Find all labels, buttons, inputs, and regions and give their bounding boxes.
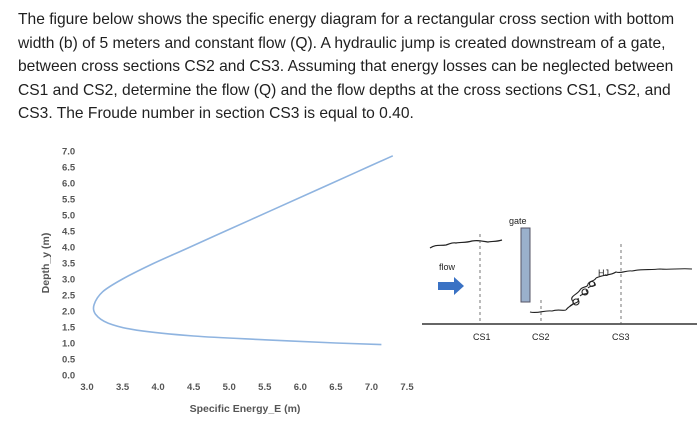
section-label-cs1: CS1: [473, 332, 491, 342]
y-tick-label: 3.5: [62, 258, 76, 270]
y-tick-label: 0.5: [62, 354, 76, 366]
x-tick-label: 6.0: [293, 382, 307, 393]
flow-arrow-icon: [438, 277, 464, 295]
supercritical-flow: [530, 310, 566, 313]
y-tick-label: 1.0: [62, 338, 76, 350]
y-tick-label: 4.5: [62, 226, 76, 238]
x-tick-label: 5.0: [222, 382, 236, 393]
x-tick-label: 3.5: [115, 382, 130, 393]
y-tick-label: 6.0: [62, 178, 76, 190]
x-axis-title: Specific Energy_E (m): [189, 403, 301, 415]
x-axis-ticks: [80, 382, 414, 393]
specific-energy-curve: [93, 156, 392, 345]
section-label-cs3: CS3: [612, 332, 630, 342]
hj-label: HJ: [598, 268, 609, 278]
x-tick-label: 7.5: [400, 382, 414, 393]
gate-icon: [521, 228, 530, 302]
y-tick-label: 6.5: [62, 162, 76, 174]
x-tick-label: 7.0: [364, 382, 379, 393]
x-tick-label: 6.5: [329, 382, 343, 393]
y-tick-label: 4.0: [62, 242, 76, 254]
y-tick-label: 1.5: [62, 322, 76, 334]
y-tick-label: 2.0: [62, 306, 76, 318]
x-tick-label: 4.5: [187, 382, 201, 393]
x-tick-label: 5.5: [258, 382, 272, 393]
x-tick-label: 3.0: [80, 382, 94, 393]
section-label-cs2: CS2: [532, 332, 550, 342]
flow-label: flow: [439, 262, 456, 272]
y-tick-label: 3.0: [62, 274, 76, 286]
channel-schematic: [420, 200, 699, 360]
specific-energy-chart: [0, 140, 420, 443]
y-tick-label: 5.0: [62, 210, 76, 222]
problem-statement: The figure below shows the specific energy diagram for a rectangular cross section with bottom width (b) of 5 meters and constant flow (Q). A hydraulic jump is created downstream of a gate, between cross sections CS2 and CS3. Assuming that energy losses can be neglected between CS1 and CS2, determine the flow (Q) and the flow depths at the cross sections CS1, CS2, and CS3. The Froude number in section CS3 is equal to 0.40.: [18, 11, 675, 123]
y-axis-title: Depth_y (m): [40, 232, 52, 294]
y-tick-label: 5.5: [62, 194, 76, 206]
x-tick-label: 4.0: [151, 382, 165, 393]
y-tick-label: 0.0: [62, 370, 76, 382]
y-tick-label: 2.5: [62, 290, 76, 302]
hydraulic-jump-icon: [566, 269, 692, 310]
gate-label: gate: [509, 216, 527, 226]
y-axis-ticks: [62, 147, 76, 382]
upstream-water-surface: [430, 240, 502, 248]
y-tick-label: 7.0: [62, 146, 76, 158]
chart-series: [93, 156, 392, 345]
